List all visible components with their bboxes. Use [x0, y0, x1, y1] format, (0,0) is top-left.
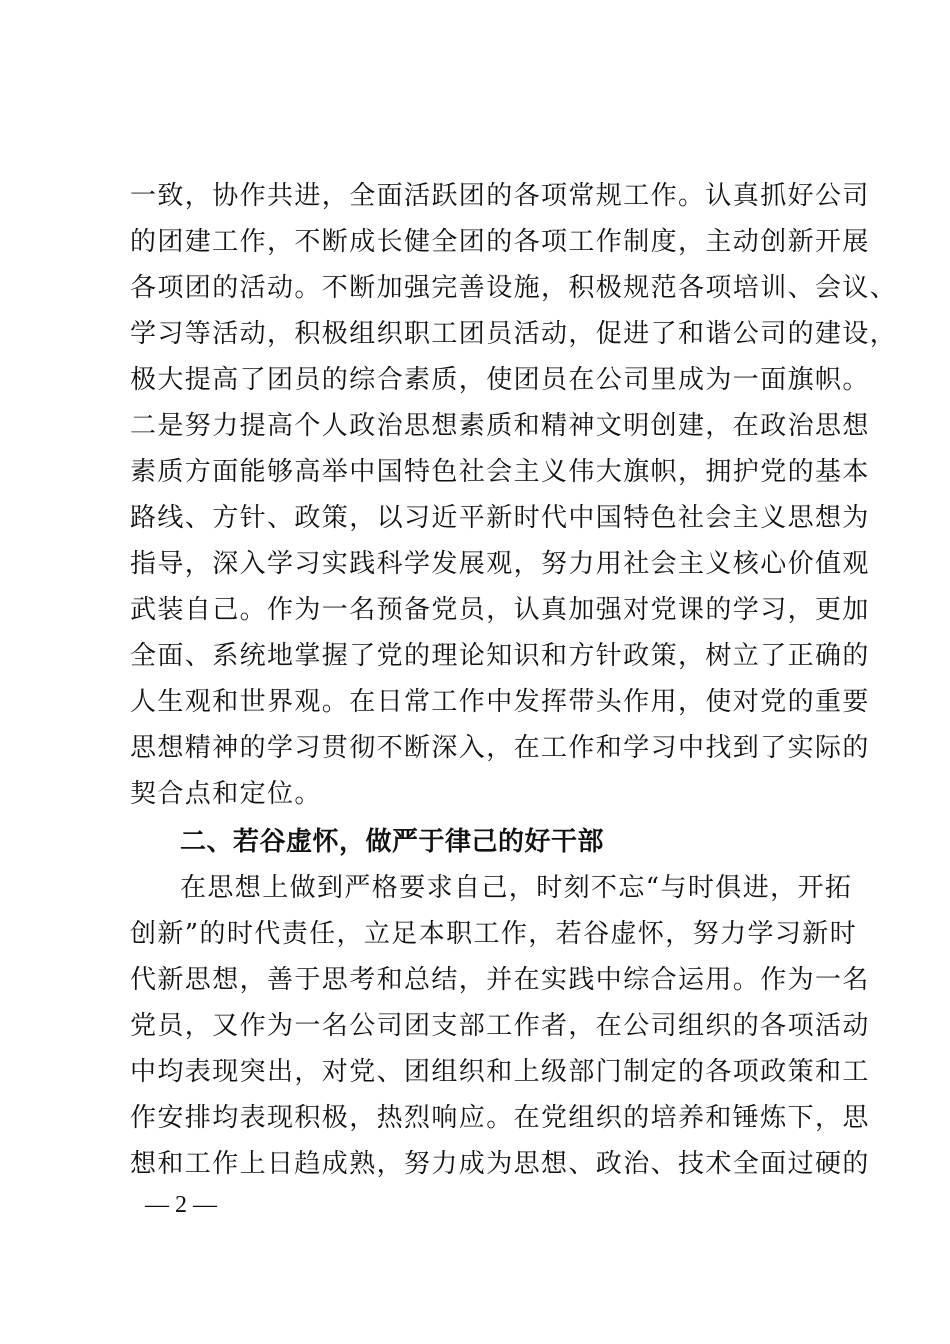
text-line: 人生观和世界观。在日常工作中发挥带头作用，使对党的重要	[130, 687, 870, 717]
text-line: 创新”的时代责任，立足本职工作，若谷虚怀，努力学习新时	[130, 919, 858, 949]
text-line: 契合点和定位。	[130, 779, 322, 809]
page-number: — 2 —	[145, 1192, 217, 1218]
text-line: 指导，深入学习实践科学发展观，努力用社会主义核心价值观	[130, 549, 870, 579]
text-line: 的团建工作，不断成长健全团的各项工作制度，主动创新开展	[130, 227, 870, 257]
text-line: 全面、系统地掌握了党的理论知识和方针政策，树立了正确的	[130, 641, 870, 671]
text-line: 代新思想，善于思考和总结，并在实践中综合运用。作为一名	[130, 965, 870, 995]
text-line: 思想精神的学习贯彻不断深入，在工作和学习中找到了实际的	[130, 733, 870, 763]
text-line: 党员，又作为一名公司团支部工作者，在公司组织的各项活动	[130, 1011, 870, 1041]
text-line: 学习等活动，积极组织职工团员活动，促进了和谐公司的建设，	[130, 319, 898, 349]
text-line: 路线、方针、政策，以习近平新时代中国特色社会主义思想为	[130, 503, 870, 533]
section-heading: 二、若谷虚怀，做严于律己的好干部	[180, 827, 605, 857]
text-line: 各项团的活动。不断加强完善设施，积极规范各项培训、会议、	[130, 273, 898, 303]
text-line: 素质方面能够高举中国特色社会主义伟大旗帜，拥护党的基本	[130, 457, 870, 487]
text-line: 二是努力提高个人政治思想素质和精神文明创建，在政治思想	[130, 411, 870, 441]
text-line: 中均表现突出，对党、团组织和上级部门制定的各项政策和工	[130, 1057, 870, 1087]
text-line: 在思想上做到严格要求自己，时刻不忘“与时俱进，开拓	[180, 873, 853, 903]
text-line: 作安排均表现积极，热烈响应。在党组织的培养和锤炼下，思	[130, 1103, 870, 1133]
text-line: 一致，协作共进，全面活跃团的各项常规工作。认真抓好公司	[130, 181, 870, 211]
text-line: 想和工作上日趋成熟，努力成为思想、政治、技术全面过硬的	[130, 1149, 870, 1179]
text-line: 武装自己。作为一名预备党员，认真加强对党课的学习，更加	[130, 595, 870, 625]
text-line: 极大提高了团员的综合素质，使团员在公司里成为一面旗帜。	[130, 365, 870, 395]
